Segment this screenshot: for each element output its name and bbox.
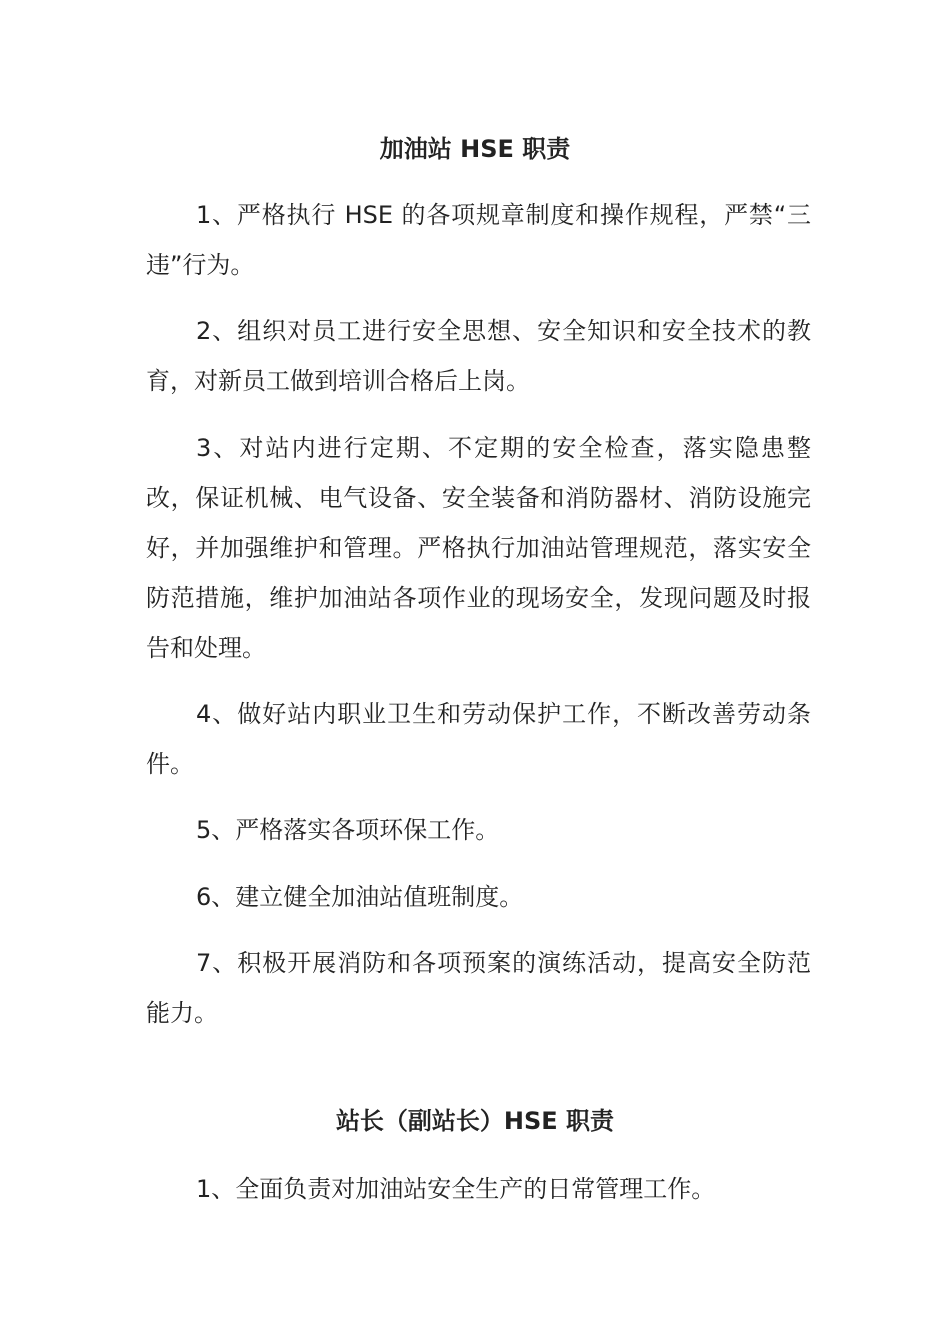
section-title-manager-hse: 站长（副站长）HSE 职责	[335, 1107, 615, 1135]
section-title-station-hse: 加油站 HSE 职责	[379, 135, 571, 163]
paragraph-item-3: 3、对站内进行定期、不定期的安全检查，落实隐患整改，保证机械、电气设备、安全装备和消防器材、消防设施完好，并加强维护和管理。严格执行加油站管理规范，落实安全防范措施，维护加油站各项作业的现场安全，发现问题及时报告和处理。	[146, 434, 811, 662]
paragraph-item-5: 5、严格落实各项环保工作。	[196, 816, 500, 844]
paragraph-item-6: 6、建立健全加油站值班制度。	[196, 883, 524, 911]
paragraph-item-7: 7、积极开展消防和各项预案的演练活动，提高安全防范能力。	[146, 949, 811, 1027]
paragraph-item-4: 4、做好站内职业卫生和劳动保护工作，不断改善劳动条件。	[146, 700, 811, 778]
paragraph-manager-item-1: 1、全面负责对加油站安全生产的日常管理工作。	[196, 1175, 716, 1203]
paragraph-item-2: 2、组织对员工进行安全思想、安全知识和安全技术的教育，对新员工做到培训合格后上岗。	[146, 317, 811, 395]
paragraph-item-1: 1、严格执行 HSE 的各项规章制度和操作规程，严禁“三违”行为。	[146, 201, 811, 279]
